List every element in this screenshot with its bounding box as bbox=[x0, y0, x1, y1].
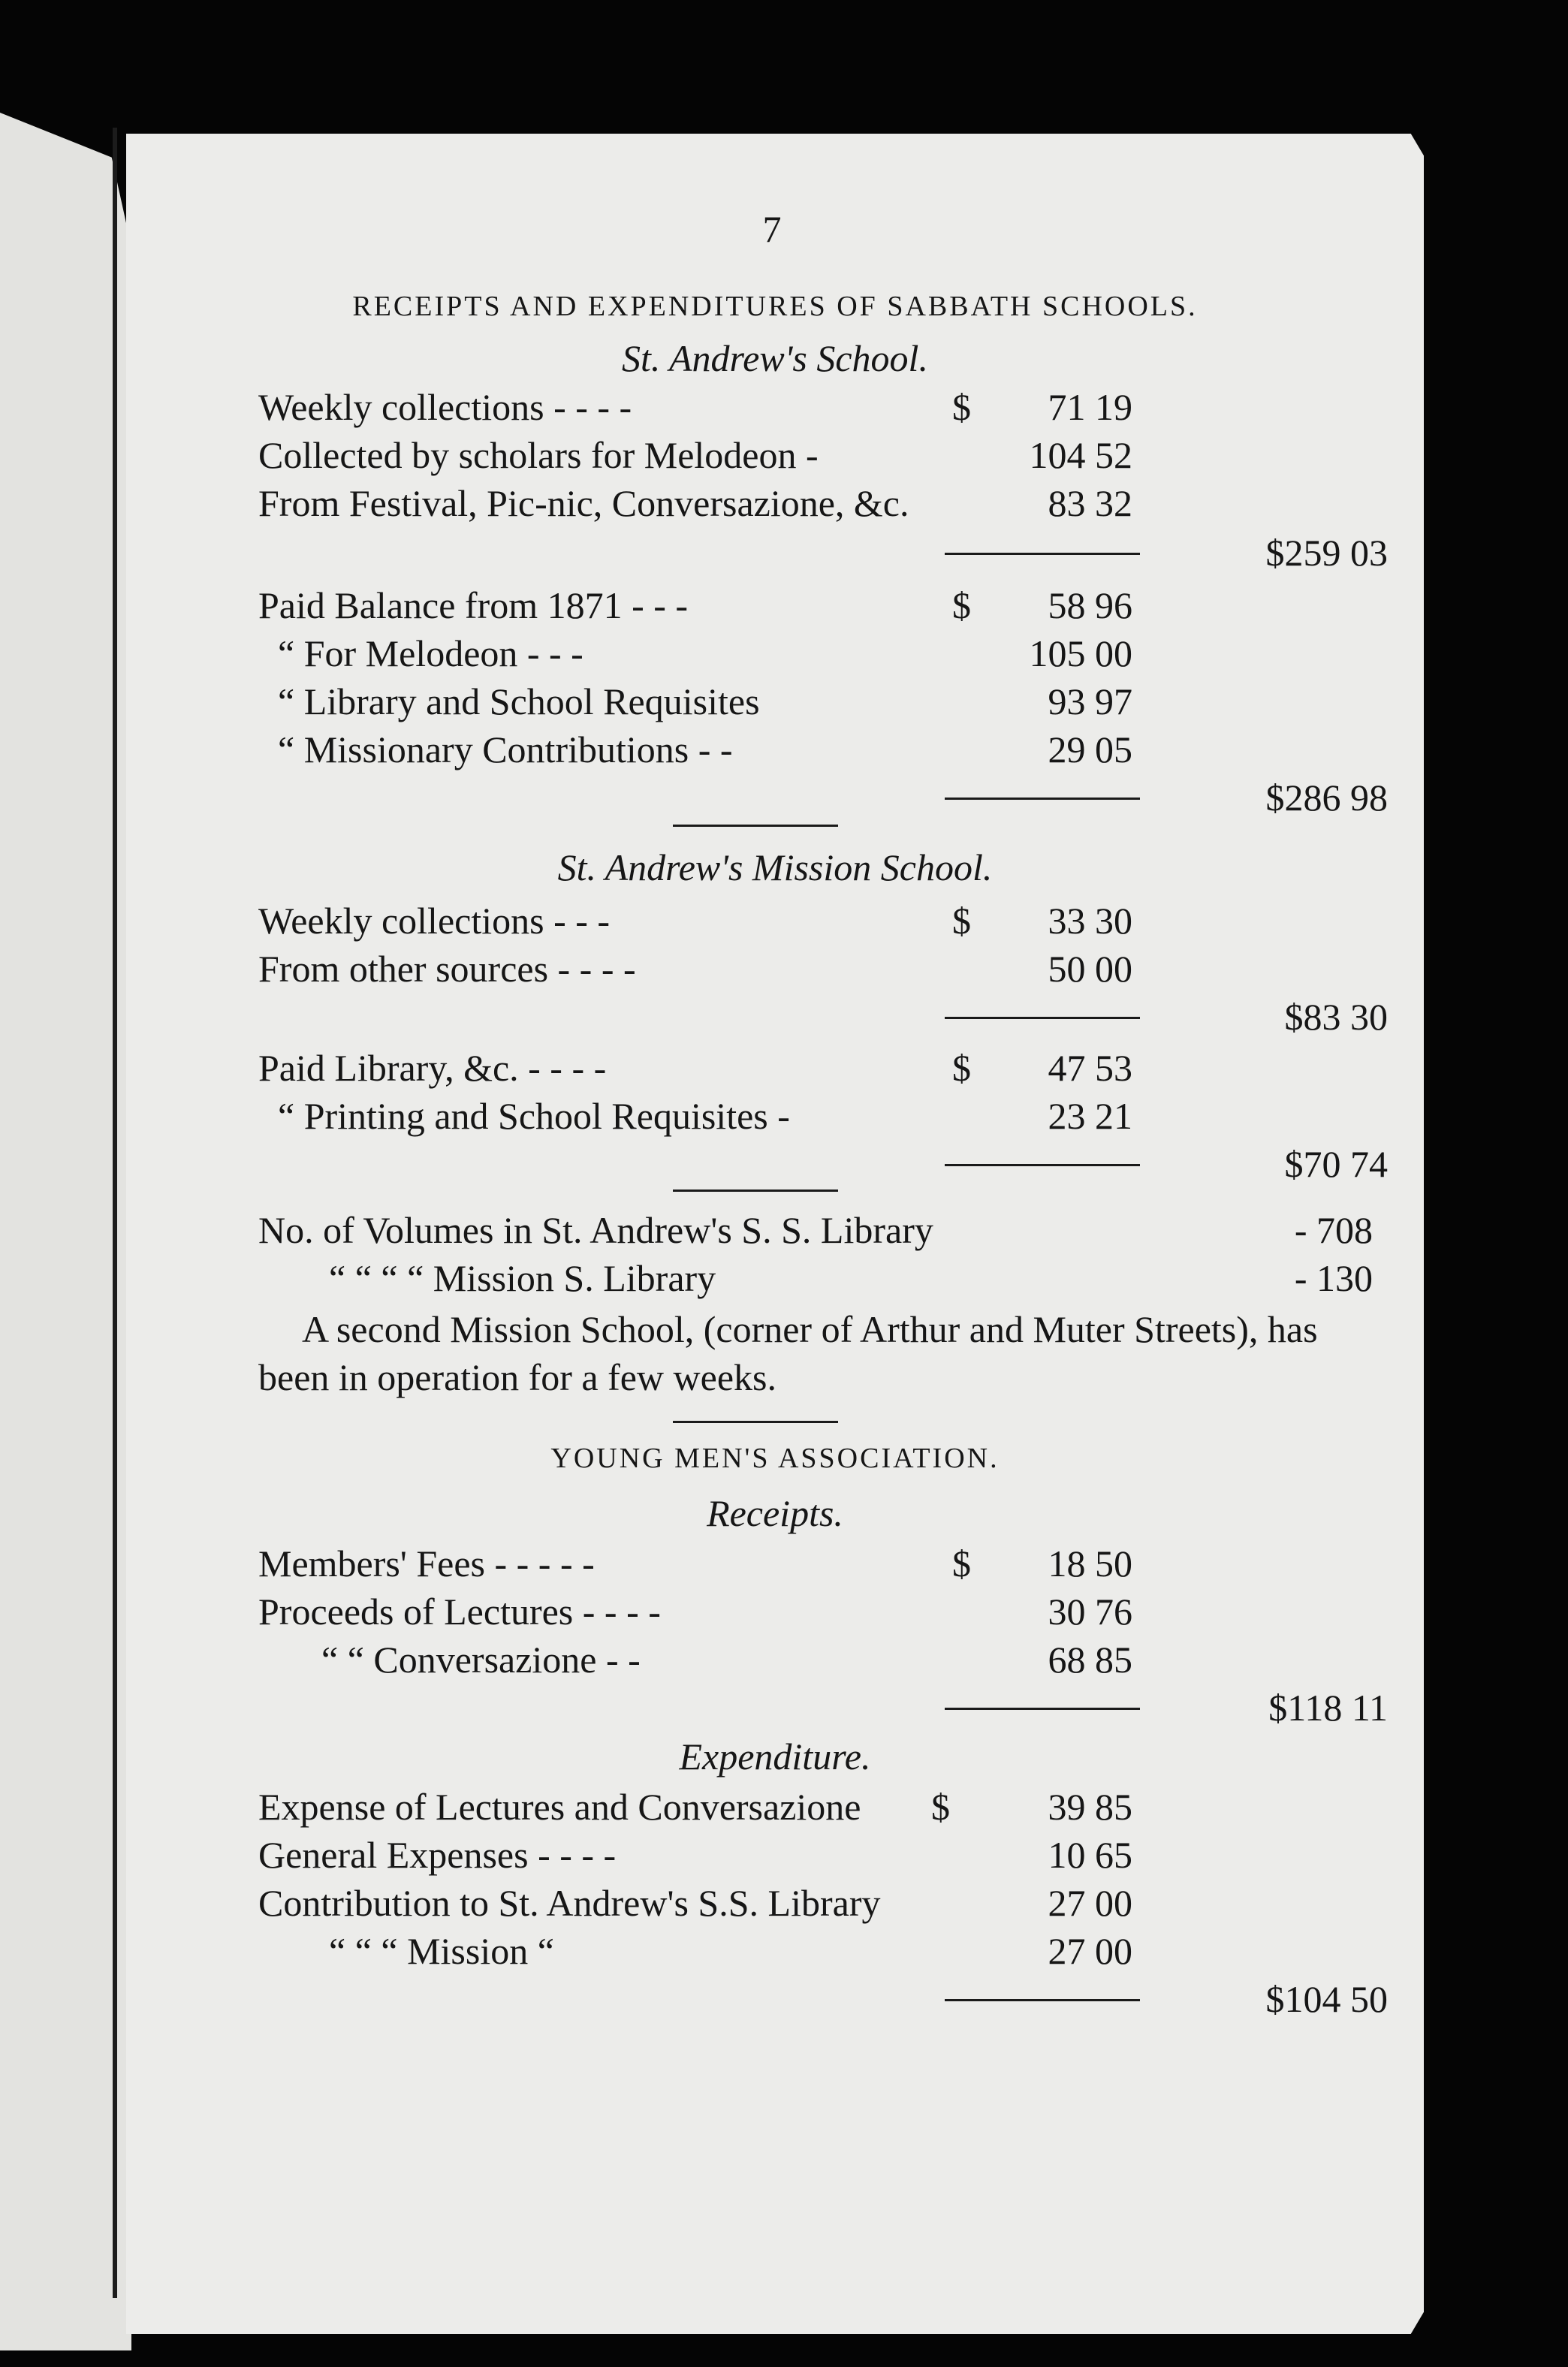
row-amount: 39 85 bbox=[1048, 1786, 1132, 1828]
dollar-sign: $ bbox=[931, 1786, 950, 1828]
second-mission-paragraph bbox=[258, 1305, 1385, 1401]
volumes-row bbox=[126, 1206, 1424, 1254]
table-row bbox=[126, 479, 1424, 527]
volumes-count: - 130 bbox=[1294, 1257, 1373, 1299]
total-row bbox=[126, 1140, 1424, 1188]
table-row bbox=[126, 1044, 1424, 1092]
row-amount: 27 00 bbox=[1048, 1930, 1132, 1972]
section-divider bbox=[673, 1421, 838, 1423]
row-amount: 27 00 bbox=[1048, 1882, 1132, 1924]
table-row bbox=[126, 629, 1424, 677]
table-row bbox=[126, 431, 1424, 479]
section-divider bbox=[673, 825, 838, 827]
table-row bbox=[126, 1879, 1424, 1927]
row-label: “ “ Conversazione - - bbox=[321, 1639, 641, 1681]
row-amount: 68 85 bbox=[1048, 1639, 1132, 1681]
table-row bbox=[126, 1539, 1424, 1588]
page-content bbox=[126, 134, 1424, 2334]
dollar-sign: $ bbox=[952, 1047, 971, 1089]
row-label: Members' Fees - - - - - bbox=[258, 1542, 595, 1585]
row-label: “ For Melodeon - - - bbox=[278, 632, 583, 674]
page-number: 7 bbox=[762, 208, 782, 250]
volumes-label: “ “ “ “ Mission S. Library bbox=[329, 1257, 716, 1299]
row-amount: 47 53 bbox=[1048, 1047, 1132, 1089]
total-row bbox=[126, 1975, 1424, 2023]
row-label: From other sources - - - - bbox=[258, 948, 636, 990]
volumes-label: No. of Volumes in St. Andrew's S. S. Library bbox=[258, 1209, 933, 1251]
row-label: Paid Library, &c. - - - - bbox=[258, 1047, 607, 1089]
total-row bbox=[126, 993, 1424, 1041]
yma-heading: YOUNG MEN'S ASSOCIATION. bbox=[550, 1443, 1000, 1474]
row-amount: 50 00 bbox=[1048, 948, 1132, 990]
left-page-edge bbox=[0, 113, 131, 2350]
row-amount: 29 05 bbox=[1048, 728, 1132, 770]
row-label: Proceeds of Lectures - - - - bbox=[258, 1591, 661, 1633]
row-amount: 71 19 bbox=[1048, 386, 1132, 428]
table-row bbox=[126, 897, 1424, 945]
row-label: “ Printing and School Requisites - bbox=[278, 1095, 790, 1137]
table-row bbox=[126, 1636, 1424, 1684]
total-row bbox=[126, 529, 1424, 577]
dollar-sign: $ bbox=[952, 584, 971, 626]
row-label: Contribution to St. Andrew's S.S. Library bbox=[258, 1882, 881, 1924]
total-amount: $286 98 bbox=[1265, 776, 1388, 819]
table-row bbox=[126, 383, 1424, 431]
row-amount: 18 50 bbox=[1048, 1542, 1132, 1585]
dollar-sign: $ bbox=[952, 1542, 971, 1585]
receipts-heading: Receipts. bbox=[707, 1492, 843, 1534]
row-label: From Festival, Pic-nic, Conversazione, &c. bbox=[258, 482, 909, 524]
table-row bbox=[126, 1783, 1424, 1831]
table-row bbox=[126, 725, 1424, 773]
st-andrews-school-heading: St. Andrew's School. bbox=[622, 337, 928, 379]
total-row bbox=[126, 1684, 1424, 1732]
binding-fold bbox=[113, 128, 117, 2298]
table-row bbox=[126, 1092, 1424, 1140]
row-amount: 30 76 bbox=[1048, 1591, 1132, 1633]
section-divider bbox=[673, 1190, 838, 1192]
row-label: “ “ “ Mission “ bbox=[329, 1930, 554, 1972]
volumes-count: - 708 bbox=[1294, 1209, 1373, 1251]
dollar-sign: $ bbox=[952, 900, 971, 942]
page-title: RECEIPTS AND EXPENDITURES OF SABBATH SCHOOLS. bbox=[352, 291, 1198, 322]
row-amount: 105 00 bbox=[1029, 632, 1132, 674]
row-label: General Expenses - - - - bbox=[258, 1834, 617, 1876]
table-row bbox=[126, 677, 1424, 725]
dollar-sign: $ bbox=[952, 386, 971, 428]
row-amount: 10 65 bbox=[1048, 1834, 1132, 1876]
row-label: “ Missionary Contributions - - bbox=[278, 728, 733, 770]
paragraph-text: A second Mission School, (corner of Arthur and Muter Streets), has been in operation for a few weeks. bbox=[258, 1308, 1318, 1398]
total-amount: $83 30 bbox=[1284, 996, 1388, 1038]
volumes-row bbox=[126, 1254, 1424, 1302]
table-row bbox=[126, 945, 1424, 993]
total-amount: $104 50 bbox=[1265, 1978, 1388, 2020]
table-row bbox=[126, 1831, 1424, 1879]
mission-school-heading: St. Andrew's Mission School. bbox=[557, 846, 993, 888]
table-row bbox=[126, 1588, 1424, 1636]
row-amount: 58 96 bbox=[1048, 584, 1132, 626]
row-amount: 93 97 bbox=[1048, 680, 1132, 722]
table-row bbox=[126, 1927, 1424, 1975]
row-amount: 104 52 bbox=[1029, 434, 1132, 476]
row-label: “ Library and School Requisites bbox=[278, 680, 760, 722]
row-label: Paid Balance from 1871 - - - bbox=[258, 584, 689, 626]
row-label: Collected by scholars for Melodeon - bbox=[258, 434, 819, 476]
row-label: Weekly collections - - - - bbox=[258, 386, 632, 428]
row-amount: 33 30 bbox=[1048, 900, 1132, 942]
row-label: Weekly collections - - - bbox=[258, 900, 611, 942]
row-label: Expense of Lectures and Conversazione bbox=[258, 1786, 861, 1828]
row-amount: 23 21 bbox=[1048, 1095, 1132, 1137]
table-row bbox=[126, 581, 1424, 629]
total-amount: $118 11 bbox=[1268, 1687, 1388, 1729]
total-row bbox=[126, 773, 1424, 822]
expenditure-heading: Expenditure. bbox=[679, 1735, 871, 1778]
row-amount: 83 32 bbox=[1048, 482, 1132, 524]
total-amount: $70 74 bbox=[1284, 1143, 1388, 1185]
total-amount: $259 03 bbox=[1265, 532, 1388, 574]
